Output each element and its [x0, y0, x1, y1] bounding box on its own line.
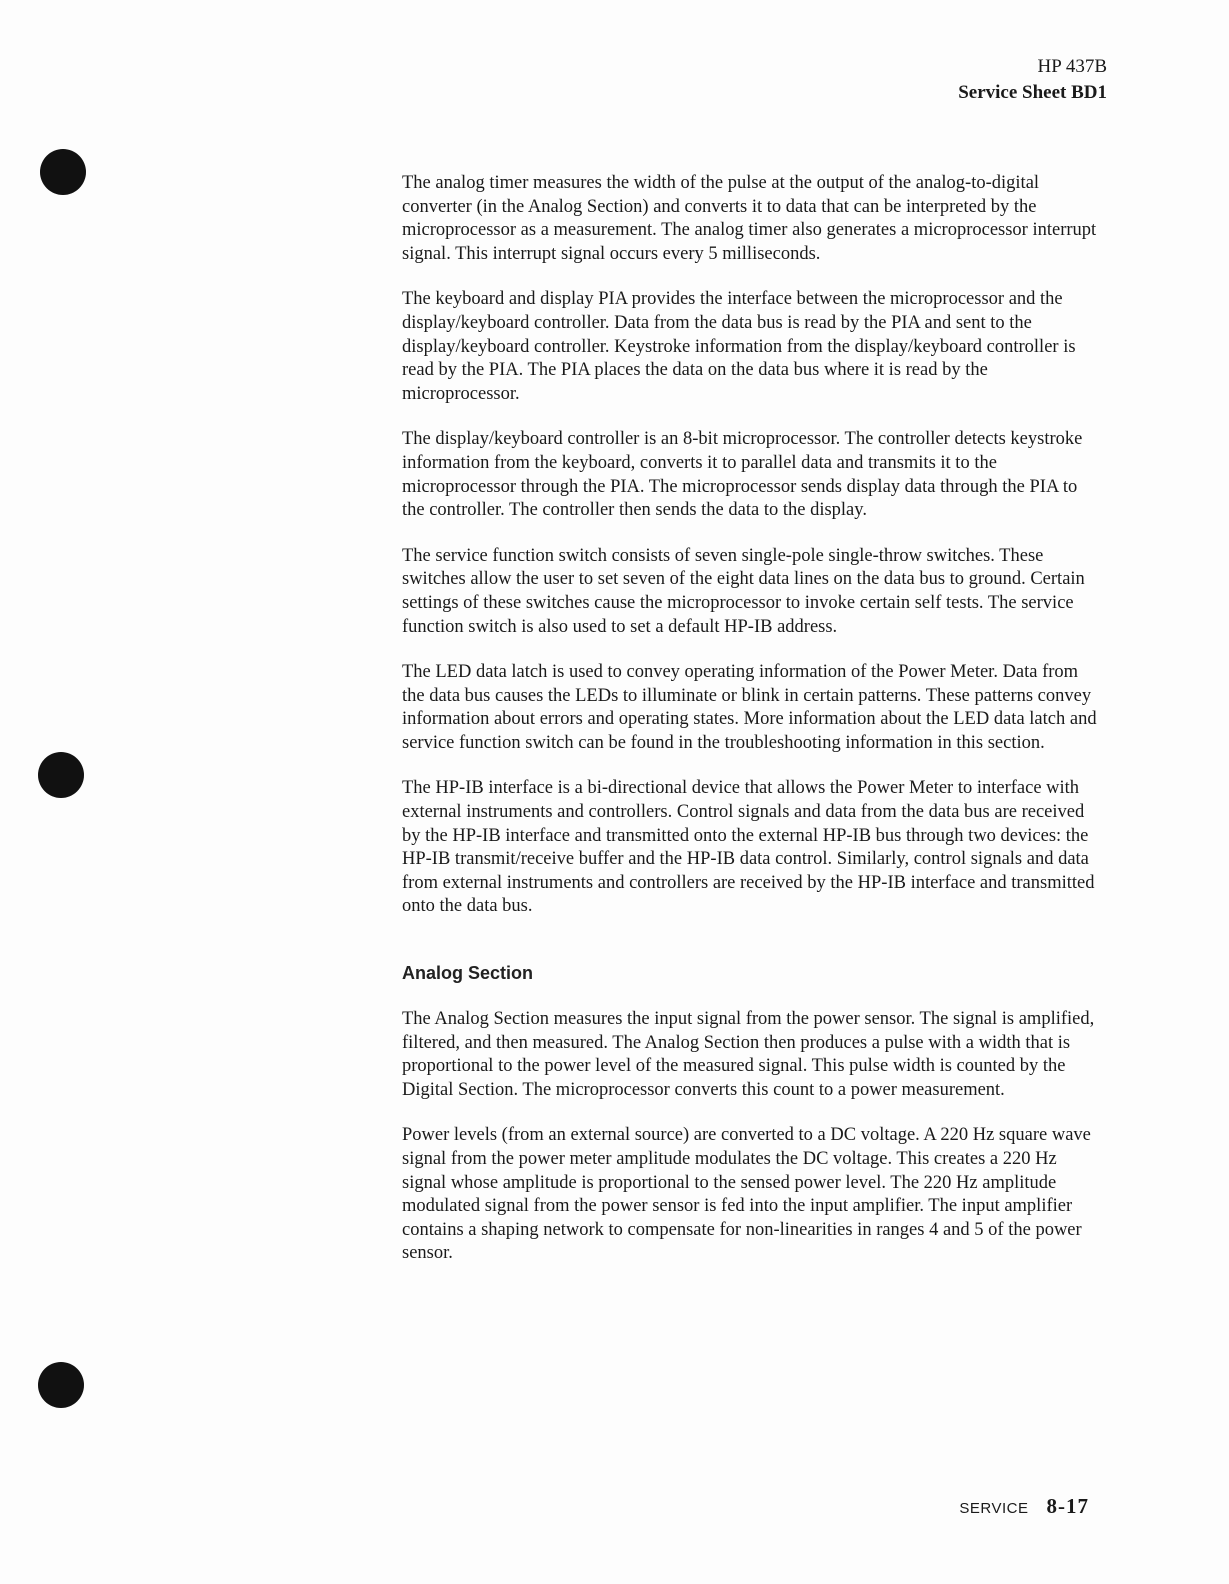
- binder-hole-bottom: [38, 1362, 84, 1408]
- paragraph-led-data-latch: The LED data latch is used to convey operating information of the Power Meter. Data from the data bus causes the LEDs to illuminate or blink in certain patterns. These patterns convey information about errors and operating states. More information about the LED data latch and service function switch can be found in the troubleshooting information in this section.: [402, 662, 1097, 753]
- page-header: [958, 54, 1107, 106]
- footer-label: SERVICE: [959, 1500, 1029, 1517]
- model-number: HP 437B: [1037, 56, 1107, 77]
- paragraph-analog-timer: The analog timer measures the width of the pulse at the output of the analog-to-digital converter (in the Analog Section) and converts it to data that can be interpreted by the microprocessor as a measurement. The analog timer also generates a microprocessor interrupt signal. This interrupt signal occurs every 5 milliseconds.: [402, 173, 1097, 264]
- binder-hole-top: [40, 149, 86, 195]
- page-content: [402, 172, 1104, 1288]
- service-sheet-title: Service Sheet BD1: [958, 82, 1107, 103]
- paragraph-display-keyboard-controller: The display/keyboard controller is an 8-bit microprocessor. The controller detects keystroke information from the keyboard, converts it to parallel data and transmits it to the microprocessor through the PIA. The microprocessor sends display data through the PIA to the controller. The controller then sends the data to the display.: [402, 429, 1083, 521]
- page-footer: [959, 1494, 1089, 1519]
- section-heading-analog: Analog Section: [402, 963, 534, 984]
- paragraph-hpib-interface: The HP-IB interface is a bi-directional device that allows the Power Meter to interface with external instruments and controllers. Control signals and data from the data bus are received by the HP-IB interface and transmitted onto the external HP-IB bus through two devices: the HP-IB transmit/receive buffer and the HP-IB data control. Similarly, control signals and data from external instruments and controllers are received by the HP-IB interface and transmitted onto the data bus.: [402, 778, 1095, 917]
- paragraph-analog-section: The Analog Section measures the input signal from the power sensor. The signal is amplified, filtered, and then measured. The Analog Section then produces a pulse with a width that is proportional to the power level of the measured signal. This pulse width is counted by the Digital Section. The microprocessor converts this count to a power measurement.: [402, 1009, 1095, 1100]
- paragraph-service-function-switch: The service function switch consists of seven single-pole single-throw switches. These switches allow the user to set seven of the eight data lines on the data bus to ground. Certain settings of these switches cause the microprocessor to invoke certain self tests. The service function switch is also used to set a default HP-IB address.: [402, 545, 1085, 637]
- paragraph-keyboard-display-pia: The keyboard and display PIA provides the interface between the microprocessor and the display/keyboard controller. Data from the data bus is read by the PIA and sent to the display/keyboard controller. Keystroke information from the display/keyboard controller is read by the PIA. The PIA places the data on the data bus where it is read by the microprocessor.: [402, 289, 1076, 404]
- page-number: 8-17: [1046, 1494, 1089, 1518]
- paragraph-power-levels: Power levels (from an external source) are converted to a DC voltage. A 220 Hz square wave signal from the power meter amplitude modulates the DC voltage. This creates a 220 Hz signal whose amplitude is proportional to the sensed power level. The 220 Hz amplitude modulated signal from the power sensor is fed into the input amplifier. The input amplifier contains a shaping network to compensate for non-linearities in ranges 4 and 5 of the power sensor.: [402, 1125, 1091, 1264]
- binder-hole-middle: [38, 752, 84, 798]
